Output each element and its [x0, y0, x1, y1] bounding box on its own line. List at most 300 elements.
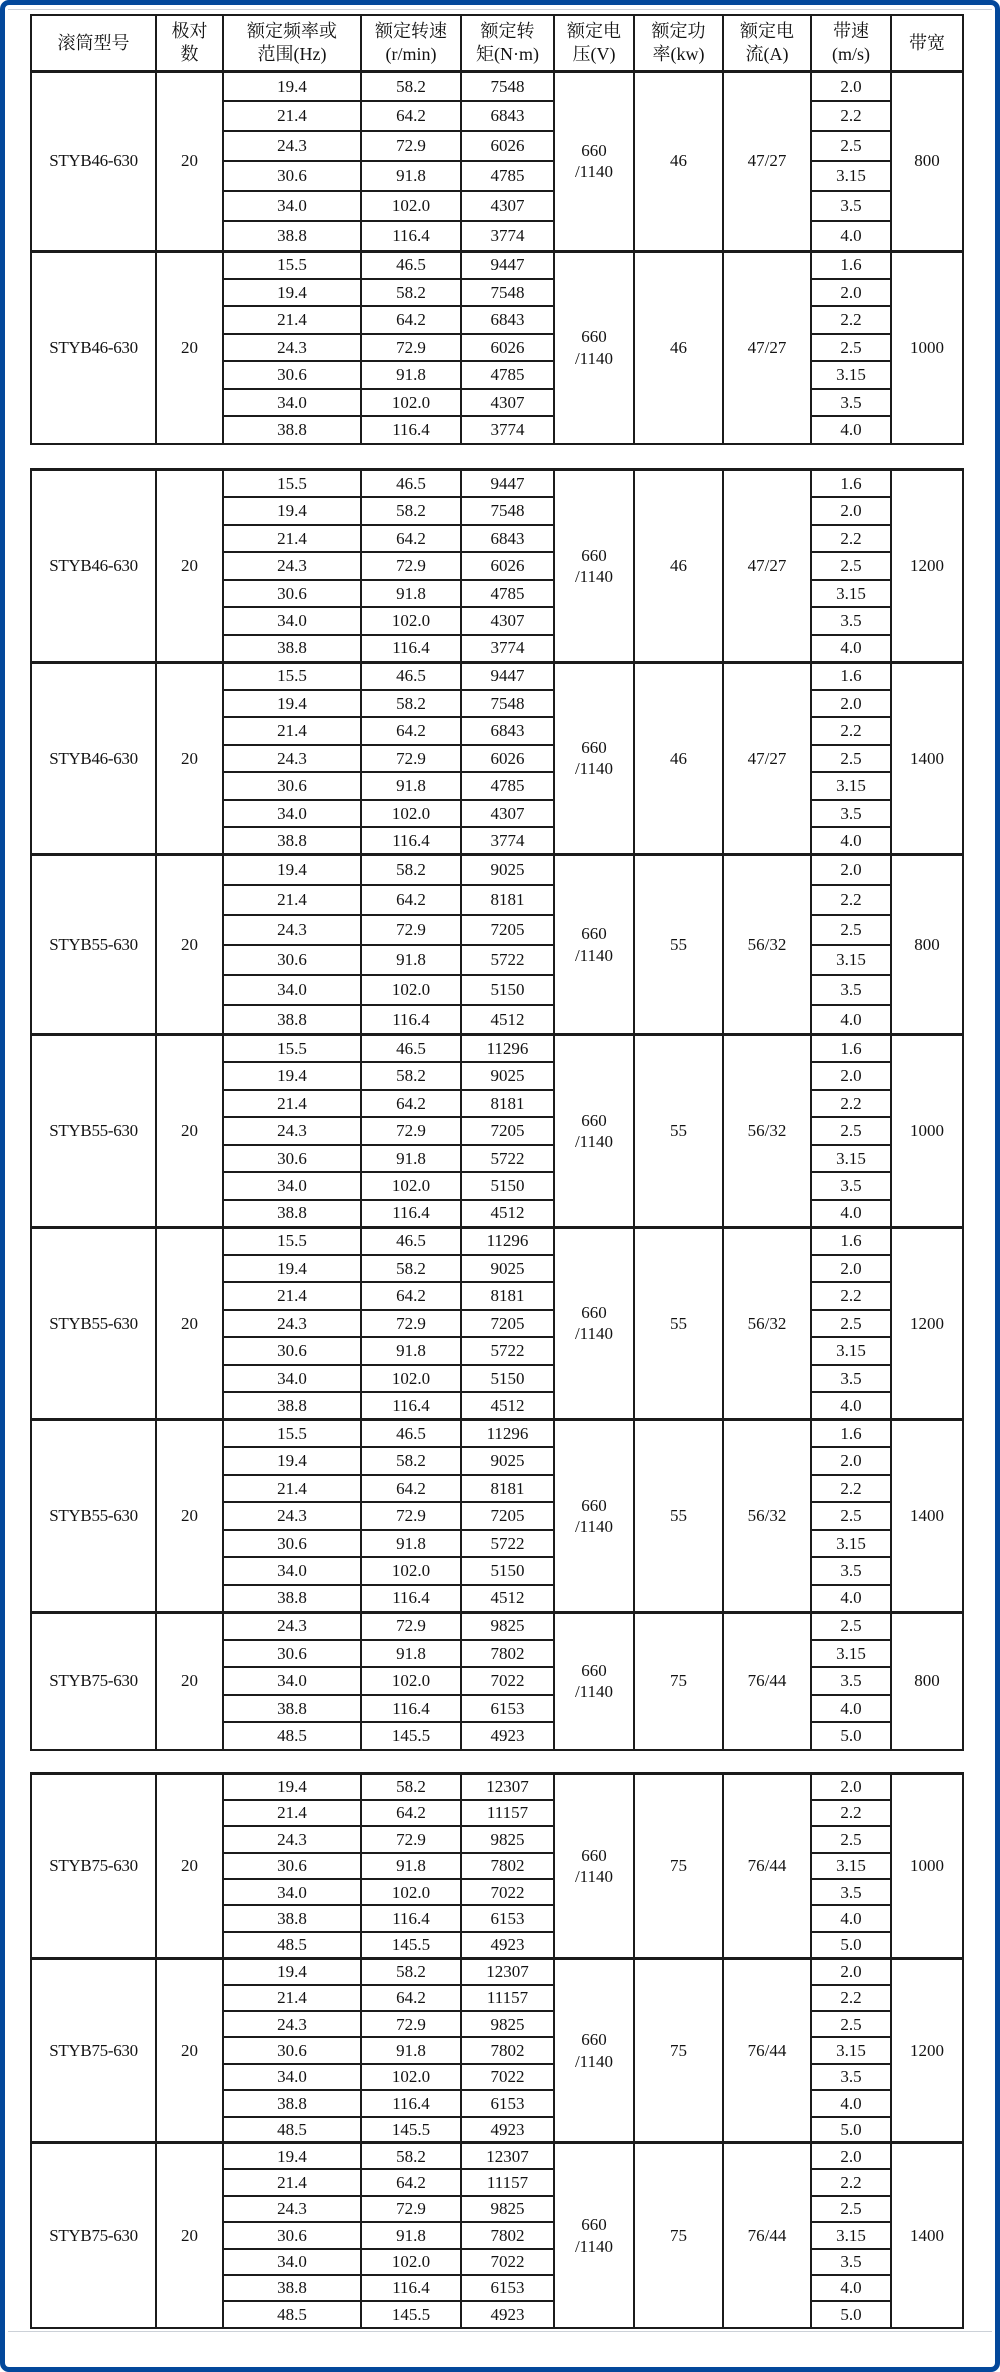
header-rated-speed: 额定转速 (r/min) — [361, 15, 461, 71]
voltage-cell: 660 /1140 — [554, 251, 634, 444]
torque-cell: 4785 — [461, 580, 554, 608]
belt-speed-cell: 3.15 — [811, 1640, 891, 1668]
speed-cell: 58.2 — [361, 1447, 461, 1475]
belt-speed-cell: 3.15 — [811, 1145, 891, 1173]
power-cell: 75 — [634, 1774, 723, 1959]
belt-speed-cell: 4.0 — [811, 1005, 891, 1035]
torque-cell: 5722 — [461, 945, 554, 975]
voltage-cell: 660 /1140 — [554, 1420, 634, 1613]
frequency-cell: 38.8 — [223, 635, 361, 663]
speed-cell: 72.9 — [361, 1310, 461, 1338]
speed-cell: 102.0 — [361, 800, 461, 828]
belt-speed-cell: 2.2 — [811, 525, 891, 553]
speed-cell: 46.5 — [361, 470, 461, 498]
speed-cell: 102.0 — [361, 2249, 461, 2275]
torque-cell: 7022 — [461, 1667, 554, 1695]
belt-speed-cell: 3.15 — [811, 361, 891, 389]
belt-speed-cell: 2.0 — [811, 1447, 891, 1475]
speed-cell: 91.8 — [361, 945, 461, 975]
frequency-cell: 19.4 — [223, 690, 361, 718]
frequency-cell: 38.8 — [223, 2090, 361, 2116]
speed-cell: 64.2 — [361, 1800, 461, 1826]
speed-cell: 102.0 — [361, 975, 461, 1005]
torque-cell: 9825 — [461, 1612, 554, 1640]
torque-cell: 9025 — [461, 855, 554, 885]
belt-width-cell: 1400 — [891, 2143, 963, 2328]
speed-cell: 116.4 — [361, 827, 461, 855]
power-cell: 75 — [634, 1612, 723, 1750]
frequency-cell: 38.8 — [223, 1905, 361, 1931]
speed-cell: 145.5 — [361, 2117, 461, 2143]
speed-cell: 46.5 — [361, 662, 461, 690]
frequency-cell: 48.5 — [223, 1932, 361, 1958]
power-cell: 46 — [634, 662, 723, 855]
frequency-cell: 34.0 — [223, 1365, 361, 1393]
torque-cell: 12307 — [461, 1958, 554, 1984]
pole-pairs-cell: 20 — [156, 2143, 223, 2328]
torque-cell: 12307 — [461, 2143, 554, 2169]
belt-width-cell: 800 — [891, 1612, 963, 1750]
torque-cell: 11157 — [461, 1800, 554, 1826]
frequency-cell: 30.6 — [223, 1337, 361, 1365]
frequency-cell: 34.0 — [223, 1557, 361, 1585]
speed-cell: 58.2 — [361, 690, 461, 718]
scan-edge-line-bottom — [8, 2331, 992, 2332]
drum-group-STYB75-630-800 — [31, 1612, 963, 1750]
speed-cell: 64.2 — [361, 717, 461, 745]
speed-cell: 91.8 — [361, 772, 461, 800]
torque-cell: 7022 — [461, 2064, 554, 2090]
speed-cell: 58.2 — [361, 1062, 461, 1090]
speed-cell: 116.4 — [361, 1392, 461, 1420]
belt-speed-cell: 3.15 — [811, 1853, 891, 1879]
spec-row — [31, 1774, 963, 1800]
torque-cell: 6153 — [461, 1905, 554, 1931]
frequency-cell: 21.4 — [223, 1475, 361, 1503]
speed-cell: 58.2 — [361, 1255, 461, 1283]
model-cell: STYB55-630 — [31, 855, 156, 1035]
pole-pairs-cell: 20 — [156, 251, 223, 444]
frequency-cell: 30.6 — [223, 945, 361, 975]
model-cell: STYB55-630 — [31, 1420, 156, 1613]
belt-speed-cell: 3.15 — [811, 2222, 891, 2248]
belt-speed-cell: 5.0 — [811, 2301, 891, 2327]
pole-pairs-cell: 20 — [156, 1612, 223, 1750]
belt-speed-cell: 4.0 — [811, 1200, 891, 1228]
belt-speed-cell: 2.2 — [811, 1090, 891, 1118]
current-cell: 47/27 — [723, 662, 811, 855]
belt-speed-cell: 4.0 — [811, 2275, 891, 2301]
speed-cell: 64.2 — [361, 1282, 461, 1310]
header-pole-pairs: 极对 数 — [156, 15, 223, 71]
belt-speed-cell: 3.5 — [811, 800, 891, 828]
belt-speed-cell: 3.15 — [811, 1530, 891, 1558]
frequency-cell: 38.8 — [223, 1200, 361, 1228]
torque-cell: 6153 — [461, 1695, 554, 1723]
torque-cell: 7802 — [461, 1853, 554, 1879]
torque-cell: 11157 — [461, 2169, 554, 2195]
torque-cell: 9825 — [461, 2196, 554, 2222]
torque-cell: 5150 — [461, 1172, 554, 1200]
model-cell: STYB75-630 — [31, 1774, 156, 1959]
drum-group-STYB75-630-1400 — [31, 2143, 963, 2328]
frequency-cell: 21.4 — [223, 525, 361, 553]
torque-cell: 9447 — [461, 251, 554, 279]
torque-cell: 6026 — [461, 745, 554, 773]
voltage-cell: 660 /1140 — [554, 1958, 634, 2143]
belt-width-cell: 800 — [891, 855, 963, 1035]
frequency-cell: 34.0 — [223, 1879, 361, 1905]
spec-table-section-3 — [30, 1772, 964, 2329]
belt-width-cell: 1000 — [891, 1774, 963, 1959]
drum-group-STYB55-630-1400 — [31, 1420, 963, 1613]
belt-speed-cell: 2.2 — [811, 1985, 891, 2011]
torque-cell: 4785 — [461, 772, 554, 800]
torque-cell: 4512 — [461, 1392, 554, 1420]
torque-cell: 4923 — [461, 1722, 554, 1750]
frequency-cell: 21.4 — [223, 1282, 361, 1310]
torque-cell: 4923 — [461, 2301, 554, 2327]
spec-row — [31, 1420, 963, 1448]
torque-cell: 3774 — [461, 827, 554, 855]
voltage-cell: 660 /1140 — [554, 1612, 634, 1750]
speed-cell: 116.4 — [361, 1695, 461, 1723]
belt-speed-cell: 4.0 — [811, 1905, 891, 1931]
frequency-cell: 34.0 — [223, 191, 361, 221]
frequency-cell: 38.8 — [223, 416, 361, 444]
speed-cell: 64.2 — [361, 885, 461, 915]
torque-cell: 7022 — [461, 2249, 554, 2275]
speed-cell: 116.4 — [361, 416, 461, 444]
torque-cell: 5722 — [461, 1337, 554, 1365]
belt-speed-cell: 3.15 — [811, 2037, 891, 2063]
frequency-cell: 24.3 — [223, 1502, 361, 1530]
torque-cell: 9025 — [461, 1447, 554, 1475]
frequency-cell: 30.6 — [223, 1853, 361, 1879]
belt-width-cell: 1400 — [891, 662, 963, 855]
speed-cell: 64.2 — [361, 525, 461, 553]
frequency-cell: 48.5 — [223, 1722, 361, 1750]
torque-cell: 5722 — [461, 1530, 554, 1558]
pole-pairs-cell: 20 — [156, 71, 223, 251]
header-drum-model: 滚筒型号 — [31, 15, 156, 71]
spec-row — [31, 2143, 963, 2169]
speed-cell: 72.9 — [361, 334, 461, 362]
speed-cell: 91.8 — [361, 161, 461, 191]
frequency-cell: 21.4 — [223, 306, 361, 334]
spec-row — [31, 1035, 963, 1063]
belt-speed-cell: 2.0 — [811, 1255, 891, 1283]
speed-cell: 72.9 — [361, 131, 461, 161]
drum-group-STYB55-630-800 — [31, 855, 963, 1035]
torque-cell: 9825 — [461, 1826, 554, 1852]
torque-cell: 4785 — [461, 161, 554, 191]
speed-cell: 64.2 — [361, 1475, 461, 1503]
speed-cell: 116.4 — [361, 1200, 461, 1228]
belt-speed-cell: 2.2 — [811, 885, 891, 915]
speed-cell: 72.9 — [361, 552, 461, 580]
frequency-cell: 19.4 — [223, 71, 361, 101]
torque-cell: 8181 — [461, 1282, 554, 1310]
torque-cell: 4307 — [461, 191, 554, 221]
frequency-cell: 34.0 — [223, 389, 361, 417]
speed-cell: 102.0 — [361, 2064, 461, 2090]
frequency-cell: 30.6 — [223, 772, 361, 800]
frequency-cell: 24.3 — [223, 131, 361, 161]
frequency-cell: 21.4 — [223, 1985, 361, 2011]
torque-cell: 4512 — [461, 1005, 554, 1035]
torque-cell: 7548 — [461, 497, 554, 525]
speed-cell: 58.2 — [361, 279, 461, 307]
frequency-cell: 30.6 — [223, 2037, 361, 2063]
belt-speed-cell: 2.2 — [811, 306, 891, 334]
speed-cell: 116.4 — [361, 2090, 461, 2116]
frequency-cell: 15.5 — [223, 251, 361, 279]
frequency-cell: 34.0 — [223, 975, 361, 1005]
model-cell: STYB46-630 — [31, 662, 156, 855]
torque-cell: 5722 — [461, 1145, 554, 1173]
frequency-cell: 24.3 — [223, 915, 361, 945]
drum-group-STYB75-630-1200 — [31, 1958, 963, 2143]
frequency-cell: 19.4 — [223, 1255, 361, 1283]
belt-speed-cell: 1.6 — [811, 1420, 891, 1448]
belt-speed-cell: 3.5 — [811, 1879, 891, 1905]
voltage-cell: 660 /1140 — [554, 855, 634, 1035]
frequency-cell: 24.3 — [223, 1826, 361, 1852]
belt-speed-cell: 2.5 — [811, 1826, 891, 1852]
speed-cell: 102.0 — [361, 389, 461, 417]
spec-row — [31, 1958, 963, 1984]
speed-cell: 64.2 — [361, 101, 461, 131]
pole-pairs-cell: 20 — [156, 1420, 223, 1613]
torque-cell: 9447 — [461, 470, 554, 498]
frequency-cell: 48.5 — [223, 2301, 361, 2327]
model-cell: STYB46-630 — [31, 470, 156, 663]
power-cell: 46 — [634, 251, 723, 444]
belt-speed-cell: 2.2 — [811, 1282, 891, 1310]
belt-speed-cell: 2.5 — [811, 131, 891, 161]
frequency-cell: 34.0 — [223, 2249, 361, 2275]
speed-cell: 72.9 — [361, 745, 461, 773]
frequency-cell: 21.4 — [223, 717, 361, 745]
belt-speed-cell: 2.5 — [811, 2011, 891, 2037]
belt-speed-cell: 5.0 — [811, 1932, 891, 1958]
frequency-cell: 34.0 — [223, 1172, 361, 1200]
speed-cell: 72.9 — [361, 1117, 461, 1145]
belt-width-cell: 1000 — [891, 251, 963, 444]
frequency-cell: 38.8 — [223, 827, 361, 855]
drum-group-STYB46-630-1200 — [31, 470, 963, 663]
header-rated-voltage: 额定电 压(V) — [554, 15, 634, 71]
frequency-cell: 19.4 — [223, 855, 361, 885]
belt-width-cell: 1400 — [891, 1420, 963, 1613]
voltage-cell: 660 /1140 — [554, 470, 634, 663]
torque-cell: 9025 — [461, 1255, 554, 1283]
drum-group-STYB55-630-1000 — [31, 1035, 963, 1228]
speed-cell: 102.0 — [361, 1557, 461, 1585]
torque-cell: 11296 — [461, 1420, 554, 1448]
belt-speed-cell: 2.0 — [811, 1062, 891, 1090]
speed-cell: 91.8 — [361, 1145, 461, 1173]
belt-speed-cell: 2.2 — [811, 2169, 891, 2195]
speed-cell: 102.0 — [361, 1172, 461, 1200]
frequency-cell: 15.5 — [223, 662, 361, 690]
belt-speed-cell: 3.5 — [811, 1667, 891, 1695]
belt-speed-cell: 2.2 — [811, 101, 891, 131]
frequency-cell: 38.8 — [223, 1585, 361, 1613]
speed-cell: 46.5 — [361, 1227, 461, 1255]
torque-cell: 11296 — [461, 1227, 554, 1255]
frequency-cell: 15.5 — [223, 1227, 361, 1255]
frequency-cell: 34.0 — [223, 607, 361, 635]
speed-cell: 116.4 — [361, 1005, 461, 1035]
spec-table-section-1 — [30, 14, 964, 445]
speed-cell: 102.0 — [361, 191, 461, 221]
speed-cell: 46.5 — [361, 1420, 461, 1448]
torque-cell: 7802 — [461, 1640, 554, 1668]
model-cell: STYB46-630 — [31, 251, 156, 444]
current-cell: 56/32 — [723, 1420, 811, 1613]
speed-cell: 116.4 — [361, 1905, 461, 1931]
belt-speed-cell: 2.5 — [811, 2196, 891, 2222]
spec-row — [31, 251, 963, 279]
belt-speed-cell: 4.0 — [811, 416, 891, 444]
frequency-cell: 34.0 — [223, 2064, 361, 2090]
belt-speed-cell: 2.2 — [811, 1475, 891, 1503]
torque-cell: 8181 — [461, 885, 554, 915]
torque-cell: 7802 — [461, 2222, 554, 2248]
pole-pairs-cell: 20 — [156, 662, 223, 855]
spec-row — [31, 470, 963, 498]
torque-cell: 6153 — [461, 2275, 554, 2301]
header-rated-frequency: 额定频率或 范围(Hz) — [223, 15, 361, 71]
frequency-cell: 48.5 — [223, 2117, 361, 2143]
speed-cell: 91.8 — [361, 1640, 461, 1668]
belt-speed-cell: 2.0 — [811, 71, 891, 101]
frequency-cell: 21.4 — [223, 1090, 361, 1118]
torque-cell: 7548 — [461, 690, 554, 718]
speed-cell: 72.9 — [361, 1826, 461, 1852]
torque-cell: 4307 — [461, 389, 554, 417]
belt-speed-cell: 3.5 — [811, 191, 891, 221]
torque-cell: 6026 — [461, 131, 554, 161]
frequency-cell: 38.8 — [223, 1392, 361, 1420]
model-cell: STYB55-630 — [31, 1035, 156, 1228]
speed-cell: 145.5 — [361, 2301, 461, 2327]
spec-table-section-2 — [30, 468, 964, 1751]
speed-cell: 116.4 — [361, 221, 461, 251]
belt-speed-cell: 2.2 — [811, 717, 891, 745]
power-cell: 55 — [634, 1227, 723, 1420]
torque-cell: 12307 — [461, 1774, 554, 1800]
frequency-cell: 34.0 — [223, 1667, 361, 1695]
frequency-cell: 38.8 — [223, 1695, 361, 1723]
belt-width-cell: 1200 — [891, 1227, 963, 1420]
speed-cell: 91.8 — [361, 361, 461, 389]
belt-speed-cell: 2.0 — [811, 1958, 891, 1984]
current-cell: 76/44 — [723, 1612, 811, 1750]
speed-cell: 72.9 — [361, 915, 461, 945]
model-cell: STYB55-630 — [31, 1227, 156, 1420]
belt-speed-cell: 2.5 — [811, 1502, 891, 1530]
torque-cell: 9825 — [461, 2011, 554, 2037]
speed-cell: 91.8 — [361, 580, 461, 608]
frequency-cell: 30.6 — [223, 1530, 361, 1558]
frequency-cell: 24.3 — [223, 334, 361, 362]
speed-cell: 145.5 — [361, 1932, 461, 1958]
power-cell: 55 — [634, 1420, 723, 1613]
frequency-cell: 19.4 — [223, 279, 361, 307]
belt-speed-cell: 2.0 — [811, 497, 891, 525]
speed-cell: 64.2 — [361, 1090, 461, 1118]
model-cell: STYB75-630 — [31, 1612, 156, 1750]
drum-group-STYB55-630-1200 — [31, 1227, 963, 1420]
speed-cell: 91.8 — [361, 1337, 461, 1365]
speed-cell: 72.9 — [361, 1502, 461, 1530]
belt-speed-cell: 2.5 — [811, 745, 891, 773]
speed-cell: 72.9 — [361, 1612, 461, 1640]
frequency-cell: 30.6 — [223, 1640, 361, 1668]
frequency-cell: 30.6 — [223, 361, 361, 389]
frequency-cell: 19.4 — [223, 1958, 361, 1984]
torque-cell: 4512 — [461, 1585, 554, 1613]
current-cell: 56/32 — [723, 1227, 811, 1420]
torque-cell: 7205 — [461, 1310, 554, 1338]
belt-speed-cell: 1.6 — [811, 1035, 891, 1063]
belt-speed-cell: 3.5 — [811, 975, 891, 1005]
belt-width-cell: 1200 — [891, 470, 963, 663]
speed-cell: 102.0 — [361, 607, 461, 635]
pole-pairs-cell: 20 — [156, 855, 223, 1035]
torque-cell: 7548 — [461, 279, 554, 307]
torque-cell: 4512 — [461, 1200, 554, 1228]
speed-cell: 72.9 — [361, 2196, 461, 2222]
drum-group-STYB46-630-800 — [31, 71, 963, 251]
torque-cell: 3774 — [461, 635, 554, 663]
frequency-cell: 19.4 — [223, 1447, 361, 1475]
belt-speed-cell: 2.0 — [811, 855, 891, 885]
frequency-cell: 34.0 — [223, 800, 361, 828]
speed-cell: 58.2 — [361, 855, 461, 885]
scan-edge-line-top — [8, 9, 992, 10]
frequency-cell: 30.6 — [223, 2222, 361, 2248]
torque-cell: 6026 — [461, 334, 554, 362]
speed-cell: 58.2 — [361, 497, 461, 525]
belt-speed-cell: 3.5 — [811, 2249, 891, 2275]
header-belt-speed: 带速 (m/s) — [811, 15, 891, 71]
torque-cell: 11157 — [461, 1985, 554, 2011]
pole-pairs-cell: 20 — [156, 1958, 223, 2143]
model-cell: STYB46-630 — [31, 71, 156, 251]
torque-cell: 9025 — [461, 1062, 554, 1090]
belt-speed-cell: 3.5 — [811, 389, 891, 417]
frequency-cell: 24.3 — [223, 552, 361, 580]
power-cell: 75 — [634, 1958, 723, 2143]
belt-speed-cell: 3.15 — [811, 945, 891, 975]
belt-speed-cell: 1.6 — [811, 1227, 891, 1255]
header-rated-torque: 额定转 矩(N·m) — [461, 15, 554, 71]
speed-cell: 91.8 — [361, 2037, 461, 2063]
belt-speed-cell: 3.5 — [811, 1365, 891, 1393]
belt-speed-cell: 3.15 — [811, 772, 891, 800]
torque-cell: 6843 — [461, 717, 554, 745]
voltage-cell: 660 /1140 — [554, 662, 634, 855]
torque-cell: 6843 — [461, 306, 554, 334]
speed-cell: 102.0 — [361, 1667, 461, 1695]
torque-cell: 4307 — [461, 800, 554, 828]
frequency-cell: 19.4 — [223, 1062, 361, 1090]
power-cell: 75 — [634, 2143, 723, 2328]
